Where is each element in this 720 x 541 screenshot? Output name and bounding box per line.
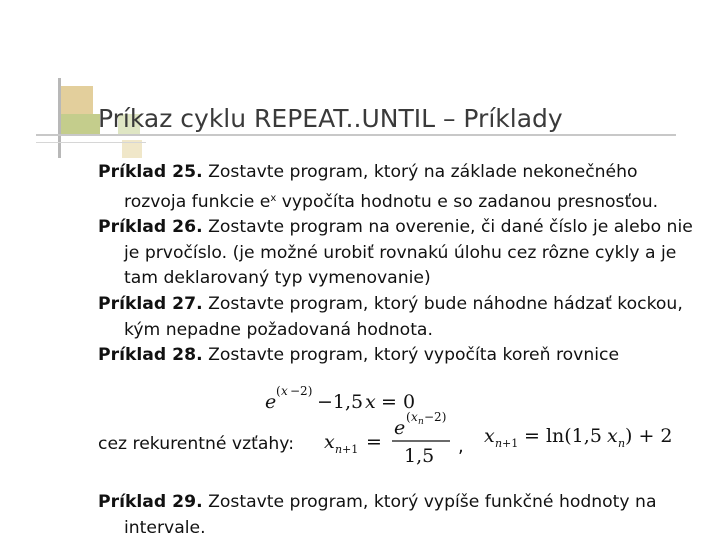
recurrence-formula-1 bbox=[322, 408, 472, 468]
example-28 bbox=[98, 343, 703, 369]
svg-text:n: n bbox=[418, 417, 424, 427]
svg-text:x: x bbox=[281, 384, 288, 398]
example-text: Zostavte program, ktorý vypočíta koreň rovnice bbox=[202, 345, 620, 366]
example-text: Zostavte program, ktorý na základe nekonečného rozvoja funkcie e bbox=[124, 162, 638, 212]
svg-text:x: x bbox=[324, 431, 335, 453]
example-29 bbox=[98, 490, 703, 541]
example-label: Príklad 29. bbox=[98, 492, 203, 512]
svg-text:n: n bbox=[335, 443, 343, 456]
svg-text:x: x bbox=[365, 391, 376, 413]
svg-text:= ln(1,5: = ln(1,5 bbox=[524, 425, 602, 447]
svg-text:−2): −2) bbox=[424, 410, 447, 424]
example-text: Zostavte program na overenie, či dané číslo je alebo nie je prvočíslo. (je možné urobiť rovnakú úlohu cez rôzne cykly a je tam deklarovaný typ vymenovanie) bbox=[124, 217, 693, 289]
svg-text:) + 2: ) + 2 bbox=[625, 425, 673, 447]
decor-square-tan bbox=[60, 86, 93, 116]
recurrence-label: cez rekurentné vzťahy: bbox=[98, 434, 294, 454]
svg-text:−2): −2) bbox=[290, 384, 313, 398]
example-text-cont: vypočíta hodnotu e so zadanou presnosťou. bbox=[276, 191, 659, 212]
svg-text:x: x bbox=[411, 410, 418, 424]
example-label: Príklad 26. bbox=[98, 217, 203, 238]
decor-vertical-line bbox=[58, 78, 61, 158]
svg-text:n: n bbox=[618, 437, 626, 450]
svg-text:x: x bbox=[484, 425, 495, 447]
example-label: Príklad 27. bbox=[98, 293, 203, 314]
svg-text:e: e bbox=[265, 391, 277, 413]
svg-text:= 0: = 0 bbox=[381, 391, 416, 413]
examples-list-continued bbox=[98, 490, 703, 541]
svg-text:e: e bbox=[394, 417, 406, 439]
example-26 bbox=[98, 215, 703, 292]
svg-text:+1: +1 bbox=[502, 437, 519, 450]
svg-text:x: x bbox=[607, 425, 618, 447]
example-text: Zostavte program, ktorý vypíše funkčné hodnoty na intervale. bbox=[124, 492, 657, 538]
recurrence-formula-2 bbox=[482, 418, 672, 454]
svg-text:=: = bbox=[366, 431, 382, 453]
decor-short-line bbox=[36, 142, 146, 143]
example-27 bbox=[98, 292, 703, 343]
example-text: Zostavte program, ktorý bude náhodne hádzať kockou, kým nepadne požadovaná hodnota. bbox=[124, 293, 683, 340]
title-underline bbox=[36, 134, 676, 136]
svg-text:(: ( bbox=[276, 384, 281, 398]
example-25 bbox=[98, 160, 703, 215]
svg-text:+1: +1 bbox=[342, 443, 359, 456]
svg-text:(: ( bbox=[406, 410, 411, 424]
formula-separator: , bbox=[458, 436, 464, 457]
decor-square-olive bbox=[60, 114, 100, 136]
svg-text:n: n bbox=[495, 437, 503, 450]
example-label: Príklad 28. bbox=[98, 345, 203, 366]
svg-text:−1,5: −1,5 bbox=[317, 391, 364, 413]
svg-text:1,5: 1,5 bbox=[404, 445, 435, 467]
slide-title: Príkaz cyklu REPEAT..UNTIL – Príklady bbox=[98, 104, 563, 133]
superscript: x bbox=[270, 192, 277, 204]
examples-list bbox=[98, 160, 703, 369]
example-label: Príklad 25. bbox=[98, 162, 203, 182]
